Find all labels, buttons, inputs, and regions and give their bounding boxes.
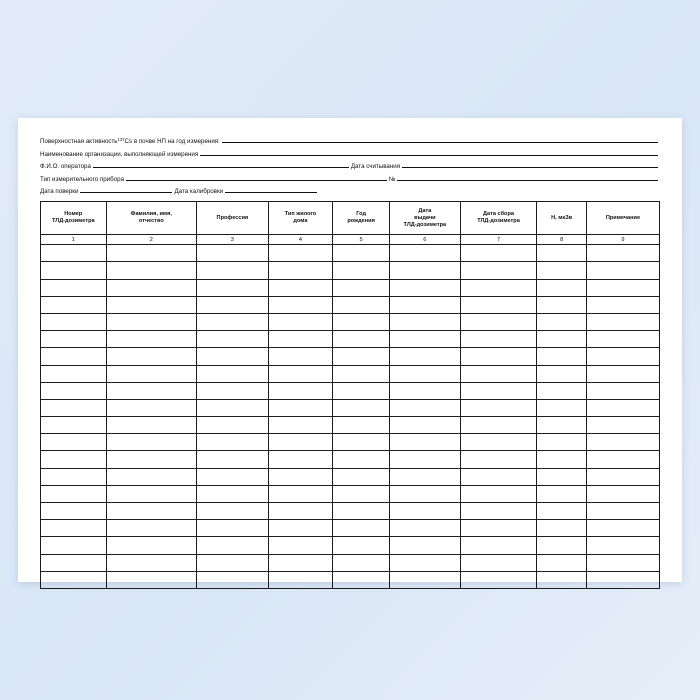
table-cell[interactable] (41, 571, 107, 588)
column-header-6: Дата выдачи ТЛД-дозиметра (390, 202, 461, 235)
table-cell[interactable] (268, 571, 332, 588)
header-fill-device-type[interactable] (126, 174, 387, 181)
table-column-number-row (41, 235, 660, 245)
table-cell[interactable] (390, 331, 461, 348)
table-cell[interactable] (390, 537, 461, 554)
table-cell[interactable] (390, 296, 461, 313)
table-cell[interactable] (460, 313, 537, 330)
table-cell[interactable] (390, 485, 461, 502)
table-cell[interactable] (196, 296, 268, 313)
table-cell[interactable] (537, 537, 587, 554)
table-cell[interactable] (106, 554, 196, 571)
column-header-9: Примечание (586, 202, 659, 235)
table-cell[interactable] (537, 554, 587, 571)
column-number-4: 4 (268, 235, 332, 245)
table-cell[interactable] (106, 417, 196, 434)
table-cell[interactable] (537, 434, 587, 451)
table-cell[interactable] (537, 468, 587, 485)
table-cell[interactable] (537, 503, 587, 520)
table-cell[interactable] (586, 296, 659, 313)
table-cell[interactable] (390, 417, 461, 434)
table-row (41, 365, 660, 382)
header-line-verification-dates (40, 186, 660, 195)
table-cell[interactable] (390, 451, 461, 468)
table-cell[interactable] (460, 348, 537, 365)
header-label-organization: Наименование организации, выполняющей измерения (40, 150, 199, 158)
table-cell[interactable] (268, 468, 332, 485)
table-cell[interactable] (586, 537, 659, 554)
header-block (40, 136, 660, 195)
table-cell[interactable] (106, 262, 196, 279)
table-cell[interactable] (390, 382, 461, 399)
table-cell[interactable] (460, 537, 537, 554)
table-cell[interactable] (537, 279, 587, 296)
table-cell[interactable] (460, 245, 537, 262)
column-number-3: 3 (196, 235, 268, 245)
column-header-3: Профессия (196, 202, 268, 235)
table-cell[interactable] (333, 451, 390, 468)
table-cell[interactable] (586, 262, 659, 279)
table-row (41, 279, 660, 296)
table-row (41, 503, 660, 520)
table-cell[interactable] (586, 331, 659, 348)
table-row (41, 331, 660, 348)
table-cell[interactable] (333, 503, 390, 520)
table-cell[interactable] (460, 262, 537, 279)
column-header-7: Дата сбора ТЛД-дозиметра (460, 202, 537, 235)
header-label-calibration-date: Дата калибровки (174, 188, 224, 196)
document-sheet (18, 118, 682, 582)
table-cell[interactable] (586, 313, 659, 330)
table-cell[interactable] (41, 245, 107, 262)
table-cell[interactable] (537, 485, 587, 502)
table-cell[interactable] (586, 417, 659, 434)
table-cell[interactable] (333, 279, 390, 296)
table-cell[interactable] (41, 485, 107, 502)
table-cell[interactable] (390, 348, 461, 365)
table-cell[interactable] (333, 313, 390, 330)
table-cell[interactable] (460, 399, 537, 416)
table-row (41, 434, 660, 451)
table-cell[interactable] (41, 382, 107, 399)
table-cell[interactable] (268, 537, 332, 554)
table-cell[interactable] (333, 296, 390, 313)
table-cell[interactable] (586, 245, 659, 262)
table-cell[interactable] (268, 520, 332, 537)
table-cell[interactable] (460, 571, 537, 588)
table-cell[interactable] (333, 571, 390, 588)
column-number-8: 8 (537, 235, 587, 245)
table-cell[interactable] (268, 245, 332, 262)
table-row (41, 262, 660, 279)
column-number-7: 7 (460, 235, 537, 245)
header-label-device-number: № (388, 175, 396, 183)
table-cell[interactable] (41, 348, 107, 365)
table-cell[interactable] (390, 245, 461, 262)
table-row (41, 348, 660, 365)
table-cell[interactable] (106, 399, 196, 416)
table-cell[interactable] (586, 503, 659, 520)
table-cell[interactable] (537, 313, 587, 330)
table-cell[interactable] (41, 296, 107, 313)
table-cell[interactable] (196, 468, 268, 485)
table-cell[interactable] (196, 571, 268, 588)
table-cell[interactable] (196, 279, 268, 296)
table-cell[interactable] (333, 468, 390, 485)
table-cell[interactable] (333, 331, 390, 348)
table-cell[interactable] (268, 554, 332, 571)
table-row (41, 382, 660, 399)
table-cell[interactable] (537, 331, 587, 348)
table-cell[interactable] (41, 554, 107, 571)
table-cell[interactable] (460, 331, 537, 348)
table-cell[interactable] (390, 262, 461, 279)
table-cell[interactable] (268, 365, 332, 382)
table-cell[interactable] (586, 554, 659, 571)
table-cell[interactable] (268, 417, 332, 434)
table-cell[interactable] (586, 571, 659, 588)
header-fill-verification-date[interactable] (80, 186, 172, 193)
isotope-superscript: 137 (117, 137, 125, 143)
table-cell[interactable] (106, 365, 196, 382)
table-cell[interactable] (333, 262, 390, 279)
column-number-6: 6 (390, 235, 461, 245)
table-cell[interactable] (106, 245, 196, 262)
table-cell[interactable] (268, 399, 332, 416)
table-cell[interactable] (586, 468, 659, 485)
column-header-4: Тип жилого дома (268, 202, 332, 235)
column-header-2: Фамилия, имя, отчество (106, 202, 196, 235)
table-cell[interactable] (41, 520, 107, 537)
table-cell[interactable] (106, 296, 196, 313)
table-cell[interactable] (333, 434, 390, 451)
table-cell[interactable] (390, 313, 461, 330)
table-cell[interactable] (268, 331, 332, 348)
table-cell[interactable] (41, 468, 107, 485)
table-cell[interactable] (390, 434, 461, 451)
table-cell[interactable] (537, 451, 587, 468)
table-cell[interactable] (196, 382, 268, 399)
column-number-5: 5 (333, 235, 390, 245)
table-cell[interactable] (106, 571, 196, 588)
column-header-8: Н, мкЗв (537, 202, 587, 235)
table-row (41, 571, 660, 588)
table-cell[interactable] (390, 399, 461, 416)
table-cell[interactable] (586, 365, 659, 382)
table-cell[interactable] (41, 451, 107, 468)
header-line-organization (40, 149, 660, 158)
header-line-operator (40, 161, 660, 170)
table-cell[interactable] (41, 503, 107, 520)
document-content (40, 136, 660, 566)
table-cell[interactable] (106, 279, 196, 296)
table-cell[interactable] (333, 382, 390, 399)
table-cell[interactable] (41, 313, 107, 330)
table-body (41, 245, 660, 589)
table-cell[interactable] (268, 382, 332, 399)
header-label-surface-activity-2: Cs в почве НП на год измерения: (124, 138, 220, 145)
table-cell[interactable] (106, 313, 196, 330)
table-cell[interactable] (268, 262, 332, 279)
header-label-verification-date: Дата поверки (40, 188, 79, 196)
header-fill-organization[interactable] (200, 149, 658, 156)
column-header-1: Номер ТЛД-дозиметра (41, 202, 107, 235)
column-number-1: 1 (41, 235, 107, 245)
column-number-2: 2 (106, 235, 196, 245)
table-cell[interactable] (537, 520, 587, 537)
header-line-surface-activity (40, 136, 660, 145)
table-cell[interactable] (460, 434, 537, 451)
table-cell[interactable] (106, 451, 196, 468)
table-cell[interactable] (268, 485, 332, 502)
table-cell[interactable] (268, 434, 332, 451)
table-cell[interactable] (460, 503, 537, 520)
table-cell[interactable] (268, 503, 332, 520)
table-row (41, 554, 660, 571)
table-cell[interactable] (106, 348, 196, 365)
table-cell[interactable] (106, 537, 196, 554)
column-number-9: 9 (586, 235, 659, 245)
table-cell[interactable] (106, 331, 196, 348)
table-cell[interactable] (268, 296, 332, 313)
table-cell[interactable] (41, 331, 107, 348)
table-cell[interactable] (106, 434, 196, 451)
table-cell[interactable] (196, 348, 268, 365)
table-row (41, 296, 660, 313)
header-label-operator: Ф.И.О. оператора (40, 163, 91, 171)
column-header-5: Год рождения (333, 202, 390, 235)
header-fill-calibration-date[interactable] (225, 186, 317, 193)
table-cell[interactable] (196, 262, 268, 279)
table-cell[interactable] (390, 365, 461, 382)
measurement-table (40, 201, 660, 589)
table-cell[interactable] (586, 399, 659, 416)
header-label-device-type: Тип измерительного прибора (40, 175, 125, 183)
table-cell[interactable] (333, 554, 390, 571)
table-cell[interactable] (196, 417, 268, 434)
table-cell[interactable] (460, 417, 537, 434)
table-cell[interactable] (41, 537, 107, 554)
table-cell[interactable] (41, 365, 107, 382)
table-cell[interactable] (196, 554, 268, 571)
table-cell[interactable] (41, 279, 107, 296)
table-cell[interactable] (106, 382, 196, 399)
table-row (41, 313, 660, 330)
table-cell[interactable] (106, 503, 196, 520)
table-cell[interactable] (537, 262, 587, 279)
table-cell[interactable] (460, 296, 537, 313)
table-cell[interactable] (333, 537, 390, 554)
table-cell[interactable] (196, 365, 268, 382)
table-cell[interactable] (333, 348, 390, 365)
table-cell[interactable] (41, 434, 107, 451)
table-cell[interactable] (586, 434, 659, 451)
table-head (41, 202, 660, 245)
table-cell[interactable] (586, 348, 659, 365)
table-cell[interactable] (41, 262, 107, 279)
table-row (41, 417, 660, 434)
table-cell[interactable] (537, 365, 587, 382)
table-cell[interactable] (268, 348, 332, 365)
table-row (41, 520, 660, 537)
table-cell[interactable] (333, 399, 390, 416)
table-cell[interactable] (196, 245, 268, 262)
table-cell[interactable] (106, 468, 196, 485)
table-cell[interactable] (460, 365, 537, 382)
header-label-readout-date: Дата считывания (350, 163, 401, 171)
table-cell[interactable] (460, 520, 537, 537)
table-cell[interactable] (390, 520, 461, 537)
table-cell[interactable] (537, 296, 587, 313)
table-cell[interactable] (106, 485, 196, 502)
table-cell[interactable] (586, 279, 659, 296)
table-cell[interactable] (333, 417, 390, 434)
table-cell[interactable] (460, 468, 537, 485)
table-cell[interactable] (196, 485, 268, 502)
table-cell[interactable] (390, 503, 461, 520)
table-cell[interactable] (196, 503, 268, 520)
table-cell[interactable] (268, 451, 332, 468)
table-cell[interactable] (333, 245, 390, 262)
table-cell[interactable] (460, 382, 537, 399)
table-row (41, 245, 660, 262)
table-cell[interactable] (196, 313, 268, 330)
header-label-surface-activity-1: Поверхностная активность (40, 138, 118, 145)
table-cell[interactable] (196, 537, 268, 554)
table-cell[interactable] (268, 313, 332, 330)
header-fill-readout-date[interactable] (402, 161, 658, 168)
table-cell[interactable] (196, 399, 268, 416)
table-cell[interactable] (41, 399, 107, 416)
table-cell[interactable] (390, 571, 461, 588)
table-row (41, 468, 660, 485)
table-cell[interactable] (196, 451, 268, 468)
table-cell[interactable] (333, 520, 390, 537)
table-row (41, 537, 660, 554)
table-cell[interactable] (390, 279, 461, 296)
table-cell[interactable] (196, 520, 268, 537)
table-cell[interactable] (586, 382, 659, 399)
header-line-device-type (40, 174, 660, 183)
table-cell[interactable] (537, 399, 587, 416)
table-header-row (41, 202, 660, 235)
table-cell[interactable] (460, 485, 537, 502)
table-row (41, 451, 660, 468)
table-cell[interactable] (537, 348, 587, 365)
table-cell[interactable] (537, 245, 587, 262)
table-cell[interactable] (390, 468, 461, 485)
table-cell[interactable] (196, 434, 268, 451)
table-cell[interactable] (537, 571, 587, 588)
table-cell[interactable] (268, 279, 332, 296)
table-cell[interactable] (333, 485, 390, 502)
table-cell[interactable] (460, 554, 537, 571)
table-cell[interactable] (537, 382, 587, 399)
table-cell[interactable] (390, 554, 461, 571)
table-cell[interactable] (537, 417, 587, 434)
table-cell[interactable] (333, 365, 390, 382)
table-row (41, 485, 660, 502)
header-fill-surface-activity[interactable] (222, 136, 658, 143)
table-cell[interactable] (460, 279, 537, 296)
table-cell[interactable] (586, 520, 659, 537)
table-cell[interactable] (106, 520, 196, 537)
table-cell[interactable] (586, 485, 659, 502)
header-fill-device-number[interactable] (397, 174, 658, 181)
table-cell[interactable] (460, 451, 537, 468)
table-cell[interactable] (41, 417, 107, 434)
table-cell[interactable] (586, 451, 659, 468)
table-cell[interactable] (196, 331, 268, 348)
table-row (41, 399, 660, 416)
header-fill-operator[interactable] (93, 161, 349, 168)
